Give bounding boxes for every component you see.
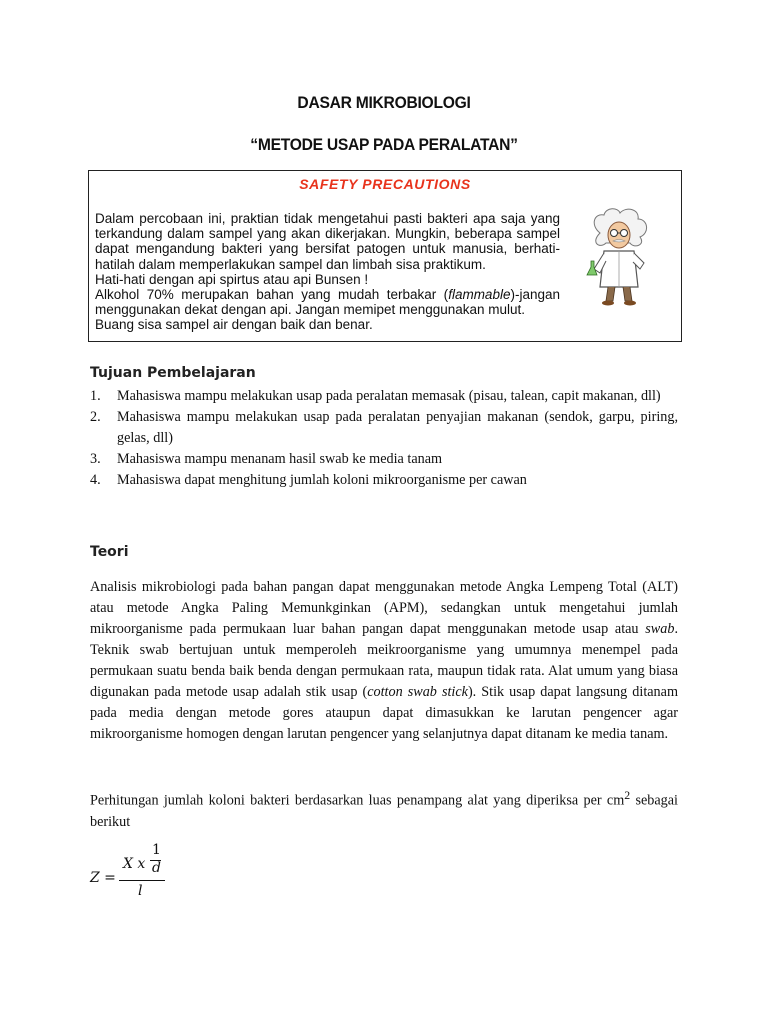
colony-formula	[90, 842, 210, 902]
safety-paragraph	[95, 287, 560, 317]
alcohol-text: Alkohol 70% merupakan bahan yang mudah terbakar (	[95, 287, 449, 303]
formula-intro-text: Perhitungan jumlah koloni bakteri berdasarkan luas penampang alat yang diperiksa per cm	[90, 792, 625, 809]
objectives-heading: Tujuan Pembelajaran	[90, 365, 256, 381]
cotton-swab-term: cotton swab stick	[367, 684, 468, 700]
formula-intro-paragraph	[90, 785, 678, 833]
flammable-text: flammable	[448, 287, 511, 303]
theory-text: Analisis mikrobiologi pada bahan pangan dapat menggunakan metode Angka Lempeng Total (ALT) atau metode Angka Paling Memunkginkan (APM), sedangkan untuk mengetahui jumlah mikroorganisme pada permukaan luar bahan pangan dapat menggunakan metode usap atau	[90, 579, 678, 637]
safety-paragraph: Buang sisa sampel air dengan baik dan benar.	[95, 317, 373, 333]
list-number: 2.	[90, 409, 101, 425]
list-item-text: Mahasiswa mampu melakukan usap pada peralatan penyajian makanan (sendok, garpu, piring, gelas, dll)	[117, 409, 678, 446]
safety-text	[95, 211, 560, 333]
list-number: 1.	[90, 388, 101, 404]
list-item	[90, 386, 678, 407]
formula-denominator: l	[138, 883, 143, 899]
page-subtitle: “METODE USAP PADA PERALATAN”	[250, 135, 518, 154]
list-item	[90, 470, 678, 491]
list-item-text: Mahasiswa mampu menanam hasil swab ke media tanam	[117, 451, 443, 467]
list-number: 4.	[90, 472, 101, 488]
list-number: 3.	[90, 451, 101, 467]
formula-lhs: Z =	[90, 870, 116, 886]
formula-numerator: X x	[123, 856, 146, 872]
swab-term: swab	[645, 621, 675, 637]
theory-paragraph	[90, 577, 678, 745]
objectives-list	[90, 386, 678, 491]
formula-inner-numerator: 1	[152, 842, 161, 858]
page-title: DASAR MIKROBIOLOGI	[297, 93, 471, 112]
list-item	[90, 449, 678, 470]
safety-paragraph: Dalam percobaan ini, praktian tidak mengetahui pasti bakteri apa saja yang terkandung dalam sampel yang akan dikerjakan. Mungkin, beberapa sampel dapat mengandung bakteri yang bersifat patogen untuk manusia, berhati-hatilah dalam memperlakukan sampel dan limbah sisa praktikum.	[95, 211, 560, 272]
safety-heading: SAFETY PRECAUTIONS	[299, 176, 471, 192]
formula-intro-text-after: sebagai berikut	[90, 792, 679, 830]
theory-text: ). Stik usap dapat langsung ditanam pada media dengan metode gores ataupun dapat dimasukkan ke larutan pengencer agar mikroorganisme homogen dengan larutan pengencer yang selanjutnya dapat ditanam ke media tanam.	[90, 684, 678, 742]
safety-box	[88, 170, 682, 342]
safety-paragraph: Hati-hati dengan api spirtus atau api Bunsen !	[95, 271, 369, 287]
list-item-text: Mahasiswa dapat menghitung jumlah koloni mikroorganisme per cawan	[117, 472, 527, 488]
formula-inner-denominator: d	[152, 860, 161, 876]
alcohol-text-after: )-jangan menggunakan dekat dengan api. Jangan memipet menggunakan mulut.	[95, 287, 560, 318]
list-item-text: Mahasiswa mampu melakukan usap pada peralatan memasak (pisau, talean, capit makanan, dll)	[117, 388, 661, 404]
formula-main-bar	[119, 880, 165, 881]
scientist-icon	[586, 207, 652, 307]
list-item	[90, 407, 678, 449]
superscript: 2	[624, 788, 631, 802]
theory-heading: Teori	[90, 544, 129, 560]
theory-text: . Teknik swab bertujuan untuk memperoleh meikroorganisme yang umumnya menempel pada permukaan suatu benda baik benda dengan permukaan rata, maupun tidak rata. Alat umum yang biasa digunakan pada metode usap adalah stik usap (	[90, 621, 678, 700]
